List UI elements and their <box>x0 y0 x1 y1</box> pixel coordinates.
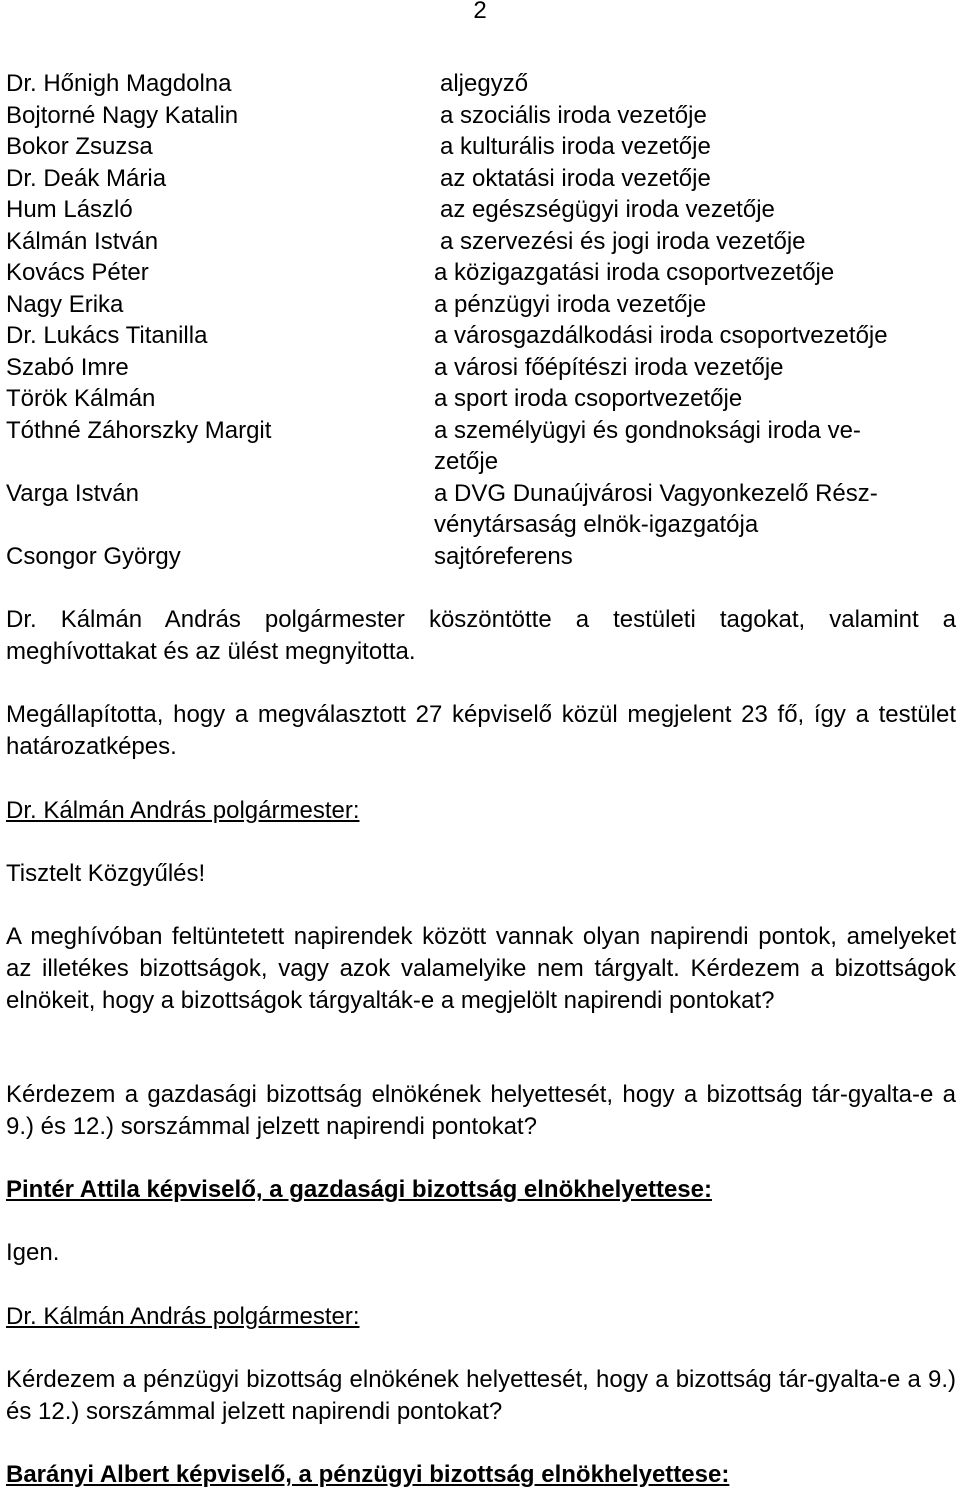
speaker-heading: Barányi Albert képviselő, a pénzügyi bizottság elnökhelyettese: <box>6 1461 730 1488</box>
attendee-name: Bojtorné Nagy Katalin <box>6 101 239 129</box>
quorum-paragraph: Megállapította, hogy a megválasztott 27 képviselő közül megjelent 23 fő, így a testület határozatképes. <box>6 701 956 760</box>
answer-text: Igen. <box>6 1239 60 1266</box>
attendee-role: a személyügyi és gondnoksági iroda ve- zetője <box>434 416 861 475</box>
attendee-role: a DVG Dunaújvárosi Vagyonkezelő Rész- vénytársaság elnök-igazgatója <box>434 479 878 538</box>
attendee-role: a közigazgatási iroda csoportvezetője <box>434 259 835 286</box>
attendee-row <box>6 257 956 289</box>
attendee-name: Bokor Zsuzsa <box>6 133 153 160</box>
attendee-row <box>6 541 956 573</box>
attendee-name: Nagy Erika <box>6 290 124 318</box>
question-paragraph: Kérdezem a pénzügyi bizottság elnökének helyettesét, hogy a bizottság tár-gyalta-e a 9.) és 12.) sorszámmal jelzett napirendi pontokat? <box>6 1366 956 1425</box>
attendee-name: Varga István <box>6 479 139 507</box>
attendee-name: Török Kálmán <box>6 385 156 412</box>
attendee-row <box>6 383 956 415</box>
question-paragraph: Kérdezem a gazdasági bizottság elnökének helyettesét, hogy a bizottság tár-gyalta-e a 9.) és 12.) sorszámmal jelzett napirendi pontokat? <box>6 1081 956 1140</box>
attendee-role: a szociális iroda vezetője <box>440 101 707 129</box>
attendee-row <box>6 163 956 195</box>
attendee-row <box>6 100 956 132</box>
attendee-row <box>6 131 956 163</box>
attendee-role: az oktatási iroda vezetője <box>440 164 711 192</box>
attendee-list <box>6 68 956 572</box>
attendee-role: a pénzügyi iroda vezetője <box>434 290 707 318</box>
attendee-row <box>6 352 956 384</box>
attendee-row <box>6 415 956 478</box>
speaker-heading: Dr. Kálmán András polgármester: <box>6 1303 360 1330</box>
agenda-paragraph: A meghívóban feltüntetett napirendek között vannak olyan napirendi pontok, amelyeket az illetékes bizottságok, vagy azok valamelyike nem tárgyalt. Kérdezem a bizottságok elnökeit, hogy a bizottságok tárgyalták-e a megjelölt napirendi pontokat? <box>6 923 956 1014</box>
attendee-role: a városi főépítészi iroda vezetője <box>434 353 784 381</box>
attendee-role: az egészségügyi iroda vezetője <box>440 196 775 223</box>
attendee-row <box>6 68 956 100</box>
attendee-name: Szabó Imre <box>6 353 129 381</box>
attendee-row <box>6 478 956 541</box>
attendee-role: a szervezési és jogi iroda vezetője <box>440 227 806 255</box>
attendee-row <box>6 289 956 321</box>
attendee-name: Tóthné Záhorszky Margit <box>6 416 272 444</box>
attendee-role: a városgazdálkodási iroda csoportvezetője <box>434 322 888 349</box>
attendee-row <box>6 320 956 352</box>
attendee-row <box>6 194 956 226</box>
opening-paragraph: Dr. Kálmán András polgármester köszöntötte a testületi tagokat, valamint a meghívottakat és az ülést megnyitotta. <box>6 606 956 665</box>
speaker-heading: Pintér Attila képviselő, a gazdasági bizottság elnökhelyettese: <box>6 1176 712 1203</box>
attendee-role: a kulturális iroda vezetője <box>440 133 711 160</box>
attendee-role: aljegyző <box>440 70 529 97</box>
speaker-heading: Dr. Kálmán András polgármester: <box>6 797 360 824</box>
attendee-name: Kálmán István <box>6 227 159 255</box>
greeting: Tisztelt Közgyűlés! <box>6 860 206 887</box>
attendee-row <box>6 226 956 258</box>
attendee-name: Dr. Lukács Titanilla <box>6 322 208 349</box>
attendee-role: a sport iroda csoportvezetője <box>434 385 743 412</box>
attendee-name: Csongor György <box>6 542 181 570</box>
attendee-name: Dr. Hőnigh Magdolna <box>6 70 232 97</box>
page-number: 2 <box>473 0 487 24</box>
attendee-name: Dr. Deák Mária <box>6 164 167 192</box>
attendee-role: sajtóreferens <box>434 542 573 570</box>
attendee-name: Kovács Péter <box>6 259 149 286</box>
attendee-name: Hum László <box>6 196 133 223</box>
